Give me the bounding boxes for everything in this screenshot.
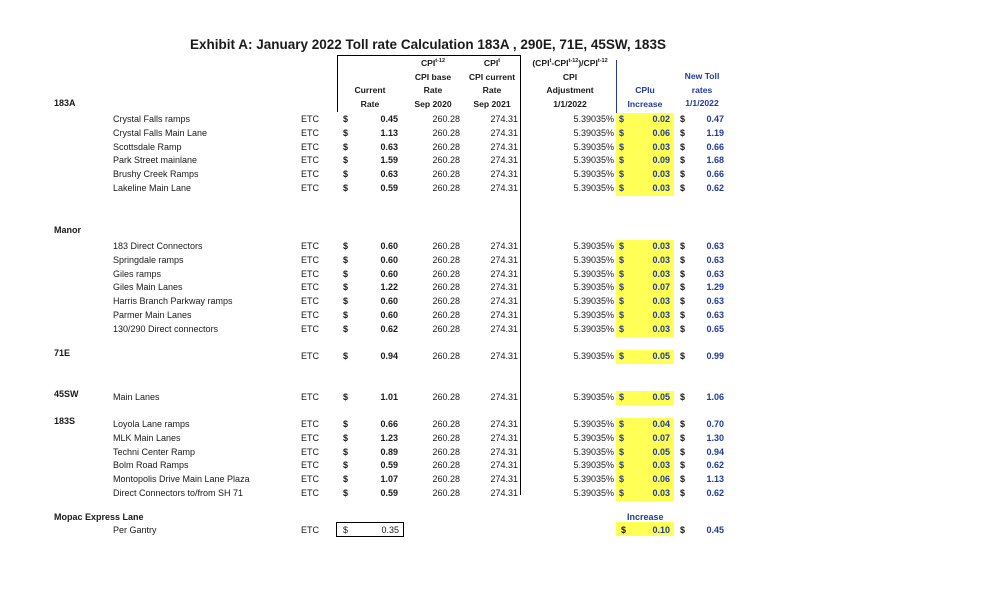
header-new-toll-line1: New Toll	[684, 71, 720, 81]
header-cpi-current-line2: CPI current	[468, 71, 516, 82]
formula-part-e: )/CPI	[578, 58, 598, 68]
formula-part-d: t-12	[568, 58, 579, 64]
row-type: ETC	[301, 392, 319, 402]
row-current-rate: 0.60	[380, 241, 398, 251]
row-cpi-adjustment: 5.39035%	[573, 488, 614, 498]
header-cpi-base-sup: t-12	[435, 58, 446, 64]
row-current-rate: 1.59	[380, 155, 398, 166]
row-cpi-base: 260.28	[432, 282, 460, 293]
row-type: ETC	[301, 183, 319, 193]
row-type: ETC	[301, 155, 319, 166]
row-current-currency: $	[343, 310, 349, 320]
row-new-rate: 0.65	[706, 323, 724, 334]
row-new-currency: $	[680, 282, 686, 293]
row-current-rate: 0.60	[380, 310, 398, 320]
row-cpi-adjustment: 5.39035%	[573, 127, 614, 138]
row-cpi-adjustment: 5.39035%	[573, 296, 614, 307]
group-label: 71E	[54, 348, 71, 358]
row-current-currency: $	[343, 323, 349, 334]
row-cpi-base: 260.28	[432, 310, 460, 320]
row-current-rate: 0.59	[380, 488, 398, 498]
row-new-currency: $	[680, 254, 686, 265]
table-divider-cpiu-header	[616, 60, 617, 114]
header-cpiu-line1: CPIu	[635, 85, 655, 95]
row-cpi-current: 274.31	[490, 268, 518, 279]
row-increase-currency: $	[619, 268, 625, 279]
row-new-currency: $	[680, 351, 686, 361]
row-cpi-base: 260.28	[432, 127, 460, 138]
row-new-rate: 0.62	[706, 183, 724, 193]
row-current-currency: $	[343, 296, 349, 307]
row-current-currency: $	[343, 282, 349, 293]
row-new-rate: 0.63	[706, 268, 724, 279]
row-cpi-base: 260.28	[432, 351, 460, 361]
row-cpi-adjustment: 5.39035%	[573, 323, 614, 334]
row-type: ETC	[301, 296, 319, 307]
row-current-currency: $	[343, 127, 349, 138]
row-cpi-adjustment: 5.39035%	[573, 169, 614, 180]
row-increase-currency: $	[619, 282, 625, 293]
row-increase-currency: $	[619, 127, 625, 138]
row-item: Harris Branch Parkway ramps	[113, 296, 233, 307]
group-label: 183S	[54, 416, 76, 426]
row-current-currency: $	[343, 183, 349, 193]
row-new-currency: $	[680, 114, 686, 124]
row-cpi-base: 260.28	[432, 419, 460, 429]
row-type: ETC	[301, 419, 319, 429]
row-new-rate: 1.68	[706, 155, 724, 166]
row-type: ETC	[301, 282, 319, 293]
row-current-rate: 1.01	[380, 392, 398, 402]
row-increase: 0.07	[652, 282, 670, 293]
row-current-rate: 0.60	[380, 268, 398, 279]
header-cpi-base-cpi: CPI	[420, 58, 436, 68]
row-cpi-current: 274.31	[490, 127, 518, 138]
row-current-currency: $	[343, 351, 349, 361]
row-new-rate: 1.30	[706, 432, 724, 443]
row-cpi-current: 274.31	[490, 488, 518, 498]
row-type: ETC	[301, 127, 319, 138]
row-increase-currency: $	[619, 419, 625, 429]
row-cpi-base: 260.28	[432, 323, 460, 334]
row-current-rate: 0.60	[380, 296, 398, 307]
row-type: ETC	[301, 241, 319, 251]
mopac-new-currency: $	[680, 525, 686, 535]
row-type: ETC	[301, 432, 319, 443]
row-current-currency: $	[343, 432, 349, 443]
row-cpi-current: 274.31	[490, 141, 518, 152]
row-cpi-adjustment: 5.39035%	[573, 432, 614, 443]
row-new-currency: $	[680, 268, 686, 279]
row-new-currency: $	[680, 296, 686, 307]
row-current-rate: 0.89	[380, 446, 398, 457]
row-increase-currency: $	[619, 310, 625, 320]
row-cpi-base: 260.28	[432, 392, 460, 402]
header-cpi-adjustment-formula	[520, 57, 620, 71]
row-current-rate: 1.07	[380, 474, 398, 485]
row-increase: 0.03	[652, 241, 670, 251]
header-cpi-base-line3: Rate	[423, 85, 443, 95]
row-current-currency: $	[343, 474, 349, 485]
page-title: Exhibit A: January 2022 Toll rate Calculation 183A , 290E, 71E, 45SW, 183S	[190, 37, 666, 52]
row-cpi-adjustment: 5.39035%	[573, 351, 614, 361]
row-increase-currency: $	[619, 114, 625, 124]
row-cpi-current: 274.31	[490, 351, 518, 361]
row-increase-currency: $	[619, 169, 625, 180]
row-increase-currency: $	[619, 432, 625, 443]
row-new-currency: $	[680, 127, 686, 138]
row-current-currency: $	[343, 392, 349, 402]
row-cpi-current: 274.31	[490, 432, 518, 443]
row-new-rate: 1.29	[706, 282, 724, 293]
row-item: Direct Connectors to/from SH 71	[113, 488, 244, 498]
table-divider-cpi	[520, 55, 521, 495]
row-current-currency: $	[343, 155, 349, 166]
row-cpi-current: 274.31	[490, 474, 518, 485]
row-item: 183 Direct Connectors	[113, 241, 203, 251]
row-cpi-base: 260.28	[432, 254, 460, 265]
row-new-rate: 0.94	[706, 446, 724, 457]
row-increase-currency: $	[619, 488, 625, 498]
row-current-currency: $	[343, 488, 349, 498]
row-new-currency: $	[680, 446, 686, 457]
row-new-rate: 0.63	[706, 310, 724, 320]
row-cpi-adjustment: 5.39035%	[573, 282, 614, 293]
row-cpi-adjustment: 5.39035%	[573, 460, 614, 471]
row-current-currency: $	[343, 460, 349, 471]
row-cpi-current: 274.31	[490, 296, 518, 307]
row-cpi-adjustment: 5.39035%	[573, 155, 614, 166]
row-new-rate: 0.66	[706, 141, 724, 152]
row-new-currency: $	[680, 419, 686, 429]
row-cpi-base: 260.28	[432, 241, 460, 251]
row-item: Giles ramps	[113, 268, 162, 279]
row-item: Loyola Lane ramps	[113, 419, 190, 429]
mopac-type: ETC	[301, 525, 319, 535]
row-increase: 0.05	[652, 392, 670, 402]
row-cpi-adjustment: 5.39035%	[573, 241, 614, 251]
row-current-rate: 0.62	[380, 323, 398, 334]
row-new-currency: $	[680, 241, 686, 251]
row-cpi-current: 274.31	[490, 392, 518, 402]
row-cpi-adjustment: 5.39035%	[573, 419, 614, 429]
header-cpi-current-sup: t	[498, 58, 501, 64]
row-new-currency: $	[680, 141, 686, 152]
row-new-rate: 0.66	[706, 169, 724, 180]
row-cpi-adjustment: 5.39035%	[573, 392, 614, 402]
row-new-currency: $	[680, 488, 686, 498]
row-current-rate: 0.66	[380, 419, 398, 429]
header-cpi-base-line2: CPI base	[414, 71, 452, 82]
header-cpi-base	[405, 57, 461, 111]
row-type: ETC	[301, 310, 319, 320]
row-increase: 0.03	[652, 488, 670, 498]
row-increase: 0.03	[652, 310, 670, 320]
row-cpi-base: 260.28	[432, 296, 460, 307]
row-new-currency: $	[680, 323, 686, 334]
row-cpi-adjustment: 5.39035%	[573, 141, 614, 152]
row-current-currency: $	[343, 268, 349, 279]
row-cpi-base: 260.28	[432, 474, 460, 485]
row-new-rate: 1.19	[706, 127, 724, 138]
mopac-currency: $	[343, 525, 349, 535]
row-cpi-adjustment: 5.39035%	[573, 446, 614, 457]
row-cpi-current: 274.31	[490, 254, 518, 265]
row-type: ETC	[301, 254, 319, 265]
row-cpi-adjustment: 5.39035%	[573, 474, 614, 485]
row-current-rate: 0.45	[380, 114, 398, 124]
row-cpi-current: 274.31	[490, 310, 518, 320]
row-current-rate: 1.22	[380, 282, 398, 293]
row-increase: 0.09	[652, 155, 670, 166]
row-item: Crystal Falls Main Lane	[113, 127, 208, 138]
row-increase-currency: $	[619, 351, 625, 361]
row-current-rate: 1.23	[380, 432, 398, 443]
header-cpi-current-line4: Sep 2021	[473, 98, 511, 109]
row-current-rate: 0.60	[380, 254, 398, 265]
row-current-rate: 0.59	[380, 460, 398, 471]
row-cpi-base: 260.28	[432, 169, 460, 180]
header-cpi-current-line3: Rate	[482, 85, 502, 95]
header-cpi-adjustment-line2: CPI	[562, 71, 578, 82]
row-cpi-adjustment: 5.39035%	[573, 310, 614, 320]
mopac-increase: 0.10	[652, 525, 670, 535]
header-cpi-current-cpi: CPI	[483, 58, 499, 68]
row-increase-currency: $	[619, 460, 625, 471]
row-current-rate: 0.59	[380, 183, 398, 193]
row-increase-currency: $	[619, 474, 625, 485]
header-current-rate-line2: Rate	[360, 98, 380, 109]
header-cpiu-line2: Increase	[627, 98, 663, 109]
row-type: ETC	[301, 141, 319, 152]
header-cpiu-increase	[622, 84, 668, 111]
header-new-toll-line3: 1/1/2022	[685, 98, 719, 108]
row-current-rate: 0.63	[380, 169, 398, 180]
row-item: Springdale ramps	[113, 254, 184, 265]
row-cpi-base: 260.28	[432, 446, 460, 457]
row-new-rate: 0.63	[706, 296, 724, 307]
row-cpi-base: 260.28	[432, 460, 460, 471]
row-item: Bolm Road Ramps	[113, 460, 189, 471]
row-cpi-current: 274.31	[490, 323, 518, 334]
row-type: ETC	[301, 169, 319, 180]
row-item: Giles Main Lanes	[113, 282, 183, 293]
row-increase: 0.06	[652, 127, 670, 138]
row-new-rate: 1.06	[706, 392, 724, 402]
row-current-currency: $	[343, 114, 349, 124]
row-type: ETC	[301, 488, 319, 498]
formula-part-b: t	[549, 58, 552, 64]
row-cpi-base: 260.28	[432, 141, 460, 152]
row-current-rate: 0.94	[380, 351, 398, 361]
row-new-rate: 0.62	[706, 488, 724, 498]
row-increase: 0.02	[652, 114, 670, 124]
row-item: Crystal Falls ramps	[113, 114, 191, 124]
row-type: ETC	[301, 460, 319, 471]
row-increase: 0.03	[652, 323, 670, 334]
row-increase: 0.05	[652, 446, 670, 457]
header-cpi-base-line1	[405, 57, 461, 71]
row-increase-currency: $	[619, 155, 625, 166]
row-increase-currency: $	[619, 241, 625, 251]
row-cpi-current: 274.31	[490, 241, 518, 251]
header-cpi-current-line1	[462, 57, 522, 71]
row-cpi-current: 274.31	[490, 446, 518, 457]
mopac-current-box	[336, 522, 404, 537]
row-cpi-adjustment: 5.39035%	[573, 254, 614, 265]
row-cpi-current: 274.31	[490, 419, 518, 429]
row-new-rate: 0.62	[706, 460, 724, 471]
mopac-group-label: Mopac Express Lane	[54, 512, 144, 522]
row-type: ETC	[301, 351, 319, 361]
header-new-toll-rates	[676, 70, 728, 111]
row-current-currency: $	[343, 169, 349, 180]
row-increase-currency: $	[619, 183, 625, 193]
row-new-currency: $	[680, 183, 686, 193]
row-cpi-current: 274.31	[490, 155, 518, 166]
header-new-toll-line2: rates	[691, 84, 713, 95]
row-increase: 0.03	[652, 296, 670, 307]
row-cpi-base: 260.28	[432, 488, 460, 498]
row-cpi-current: 274.31	[490, 282, 518, 293]
row-increase: 0.03	[652, 460, 670, 471]
row-new-currency: $	[680, 474, 686, 485]
row-type: ETC	[301, 446, 319, 457]
row-item: Main Lanes	[113, 392, 160, 402]
row-current-rate: 0.63	[380, 141, 398, 152]
row-cpi-current: 274.31	[490, 169, 518, 180]
row-current-currency: $	[343, 254, 349, 265]
table-left-border	[337, 55, 338, 112]
row-cpi-current: 274.31	[490, 183, 518, 193]
row-increase-currency: $	[619, 296, 625, 307]
group-label: 45SW	[54, 389, 79, 399]
row-new-rate: 1.13	[706, 474, 724, 485]
row-item: Techni Center Ramp	[113, 446, 196, 457]
row-increase-currency: $	[619, 254, 625, 265]
row-cpi-base: 260.28	[432, 155, 460, 166]
row-increase-currency: $	[619, 141, 625, 152]
row-increase: 0.05	[652, 351, 670, 361]
mopac-inc-currency: $	[621, 525, 627, 535]
row-cpi-current: 274.31	[490, 114, 518, 124]
formula-part-c: -CPI	[551, 58, 569, 68]
formula-part-a: (CPI	[532, 58, 550, 68]
row-item: Brushy Creek Ramps	[113, 169, 199, 180]
row-new-rate: 0.99	[706, 351, 724, 361]
row-increase-currency: $	[619, 323, 625, 334]
row-new-currency: $	[680, 155, 686, 166]
row-increase: 0.04	[652, 419, 670, 429]
header-current-rate-line1: Current	[354, 85, 386, 95]
formula-part-f: t-12	[597, 58, 608, 64]
mopac-increase-label: Increase	[627, 512, 664, 522]
row-current-currency: $	[343, 419, 349, 429]
row-item: Park Street mainlane	[113, 155, 198, 166]
row-item: Lakeline Main Lane	[113, 183, 192, 193]
row-current-currency: $	[343, 241, 349, 251]
row-new-currency: $	[680, 392, 686, 402]
row-item: Scottsdale Ramp	[113, 141, 182, 152]
row-new-rate: 0.63	[706, 254, 724, 265]
row-increase: 0.03	[652, 183, 670, 193]
row-type: ETC	[301, 268, 319, 279]
row-item: MLK Main Lanes	[113, 432, 181, 443]
row-type: ETC	[301, 474, 319, 485]
row-new-rate: 0.63	[706, 241, 724, 251]
row-cpi-current: 274.31	[490, 460, 518, 471]
mopac-new-rate: 0.45	[706, 525, 724, 535]
group-label: Manor	[54, 225, 81, 235]
row-new-currency: $	[680, 169, 686, 180]
header-cpi-current	[462, 57, 522, 111]
header-cpi-adjustment-line3: Adjustment	[546, 85, 594, 95]
mopac-item: Per Gantry	[113, 525, 157, 535]
row-increase: 0.03	[652, 254, 670, 265]
row-increase: 0.03	[652, 169, 670, 180]
row-increase: 0.03	[652, 141, 670, 152]
row-new-currency: $	[680, 310, 686, 320]
row-increase: 0.06	[652, 474, 670, 485]
row-increase: 0.03	[652, 268, 670, 279]
row-current-rate: 1.13	[380, 127, 398, 138]
row-new-rate: 0.47	[706, 114, 724, 124]
row-item: 130/290 Direct connectors	[113, 323, 219, 334]
mopac-current: 0.35	[381, 525, 399, 535]
row-item: Montopolis Drive Main Lane Plaza	[113, 474, 250, 485]
row-cpi-base: 260.28	[432, 183, 460, 193]
row-new-currency: $	[680, 460, 686, 471]
row-new-currency: $	[680, 432, 686, 443]
row-cpi-adjustment: 5.39035%	[573, 183, 614, 193]
group-label: 183A	[54, 98, 76, 108]
row-type: ETC	[301, 323, 319, 334]
header-cpi-base-line4: Sep 2020	[414, 98, 452, 109]
row-new-rate: 0.70	[706, 419, 724, 429]
row-increase-currency: $	[619, 392, 625, 402]
header-cpi-adjustment-line4: 1/1/2022	[553, 98, 587, 109]
row-cpi-adjustment: 5.39035%	[573, 114, 614, 124]
row-increase-currency: $	[619, 446, 625, 457]
row-cpi-base: 260.28	[432, 114, 460, 124]
row-item: Parmer Main Lanes	[113, 310, 192, 320]
header-cpi-adjustment	[520, 57, 620, 111]
row-type: ETC	[301, 114, 319, 124]
header-current-rate	[353, 84, 387, 111]
row-current-currency: $	[343, 141, 349, 152]
row-cpi-adjustment: 5.39035%	[573, 268, 614, 279]
row-cpi-base: 260.28	[432, 432, 460, 443]
table-top-border	[337, 55, 520, 56]
row-increase: 0.07	[652, 432, 670, 443]
row-cpi-base: 260.28	[432, 268, 460, 279]
row-current-currency: $	[343, 446, 349, 457]
